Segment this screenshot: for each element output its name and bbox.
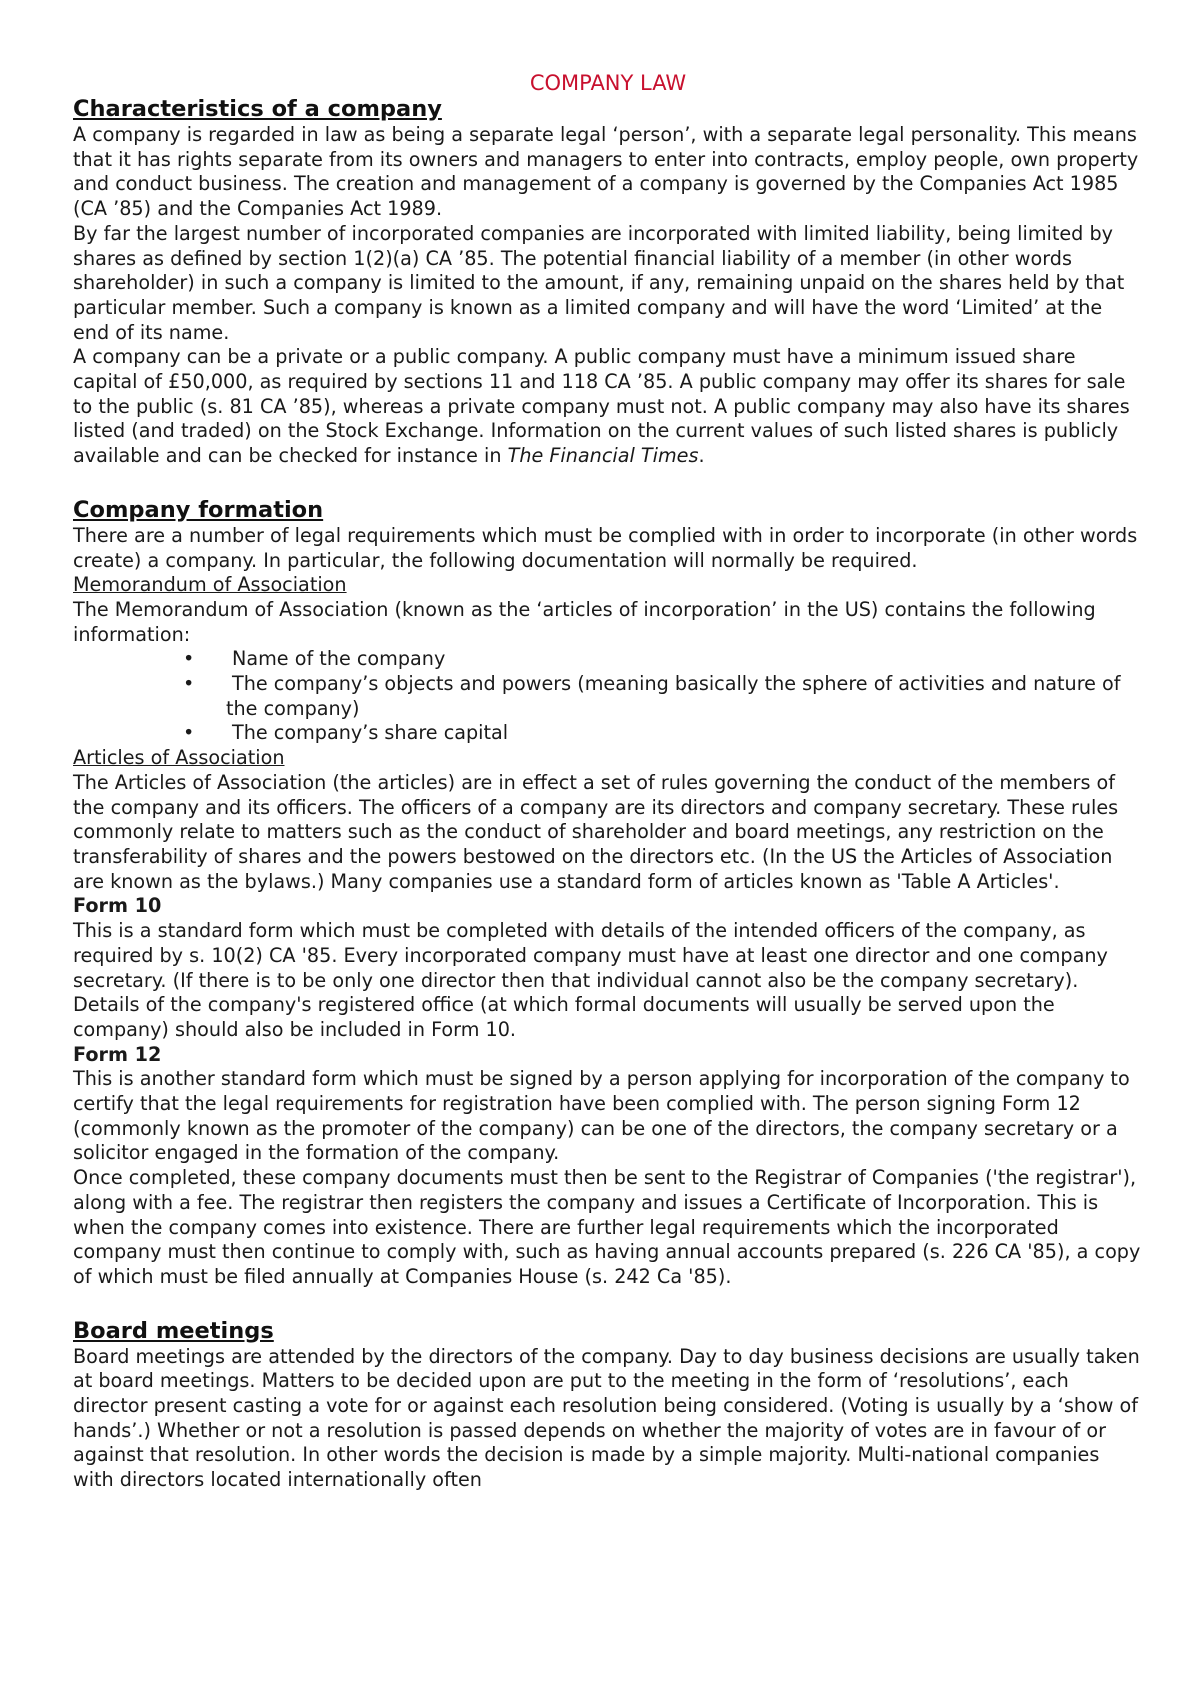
subheading-memorandum: Memorandum of Association (73, 573, 347, 597)
section-characteristics (73, 96, 1143, 469)
paragraph: There are a number of legal requirements which must be complied with in order to incorporate (in other words create) a company. In particular, the following documentation will normally be required. (73, 523, 1138, 572)
paragraph-end: . (698, 444, 705, 468)
list-item-text: The company’s share capital (232, 721, 509, 745)
paragraph: By far the largest number of incorporated companies are incorporated with limited liability, being limited by shares as defined by section 1(2)(a) CA ’85. The potential financial liability of a member (in other words shareholder) in such a company is limited to the amount, if any, remaining unpaid on the shares held by that particular member. Such a company is known as a limited company and will have the word ‘Limited’ at the end of its name. (73, 221, 1125, 344)
paragraph: The Memorandum of Association (known as the ‘articles of incorporation’ in the US) contains the following information: (73, 597, 1096, 646)
document-page (73, 70, 1143, 1493)
bullet-icon: • (183, 647, 195, 671)
subheading-articles: Articles of Association (73, 746, 285, 770)
paragraph: This is another standard form which must be signed by a person applying for incorporation of the company to certify that the legal requirements for registration have been complied with. The person signing Form 12 (commonly known as the promoter of the company) can be one of the directors, the company secretary or a solicitor engaged in the formation of the company. (73, 1067, 1130, 1165)
bullet-icon: • (183, 721, 195, 745)
paragraph: This is a standard form which must be completed with details of the intended officers of the company, as required by s. 10(2) CA '85. Every incorporated company must have at least one director and one company secretary. (If there is to be only one director then that individual cannot also be the company secretary). Details of the company's registered office (at which formal documents will usually be served upon the company) should also be included in Form 10. (73, 919, 1108, 1041)
list-item-text: Name of the company (232, 647, 446, 671)
paragraph: The Articles of Association (the articles) are in effect a set of rules governing the conduct of the members of the company and its officers. The officers of a company are its directors and company secretary. These rules commonly relate to matters such as the conduct of shareholder and board meetings, any restriction on the transferability of shares and the powers bestowed on the directors etc. (In the US the Articles of Association are known as the bylaws.) Many companies use a standard form of articles known as 'Table A Articles'. (73, 770, 1119, 893)
section-company-formation (73, 497, 1143, 1290)
paragraph: Once completed, these company documents must then be sent to the Registrar of Companies ('the registrar'), along with a fee. The registrar then registers the company and issues a Certificate of Incorporation. This is when the company comes into existence. There are further legal requirements which the incorporated company must then continue to comply with, such as having annual accounts prepared (s. 226 CA '85), a copy of which must be filed annually at Companies House (s. 242 Ca '85). (73, 1166, 1141, 1288)
paragraph (73, 345, 1143, 469)
paragraph: A company is regarded in law as being a separate legal ‘person’, with a separate legal personality. This means that it has rights separate from its owners and managers to enter into contracts, employ people, own property and conduct business. The creation and management of a company is governed by the Companies Act 1985 (CA ’85) and the Companies Act 1989. (73, 123, 1139, 221)
section-heading-characteristics: Characteristics of a company (73, 96, 442, 122)
document-title: COMPANY LAW (529, 71, 687, 95)
section-heading-board-meetings: Board meetings (73, 1317, 274, 1344)
list-item (73, 647, 1143, 672)
list-item (73, 672, 1143, 721)
bullet-icon: • (183, 672, 195, 696)
paragraph: Board meetings are attended by the directors of the company. Day to day business decisions are usually taken at board meetings. Matters to be decided upon are put to the meeting in the form of ‘resolutions’, each director present casting a vote for or against each resolution being considered. (Voting is usually by a ‘show of hands’.) Whether or not a resolution is passed depends on whether the majority of votes are in favour of or against that resolution. In other words the decision is made by a simple majority. Multi-national companies with directors located internationally often (73, 1344, 1140, 1492)
section-board-meetings (73, 1318, 1143, 1493)
paragraph-text: A company can be a private or a public company. A public company must have a minimum issued share capital of £50,000, as required by sections 11 and 118 CA ’85. A public company may offer its shares for sale to the public (s. 81 CA ’85), whereas a private company must not. A public company may also have its shares listed (and traded) on the Stock Exchange. Information on the current values of such listed shares is publicly available and can be checked for instance in (73, 345, 1130, 468)
list-item (73, 721, 1143, 746)
memorandum-bullet-list (73, 647, 1143, 746)
subheading-form-10: Form 10 (73, 894, 162, 918)
subheading-form-12: Form 12 (73, 1042, 162, 1066)
list-item-text: The company’s objects and powers (meaning basically the sphere of activities and nature of the company) (226, 672, 1121, 720)
section-heading-company-formation: Company formation (73, 496, 324, 523)
publication-title: The Financial Times (507, 444, 699, 468)
